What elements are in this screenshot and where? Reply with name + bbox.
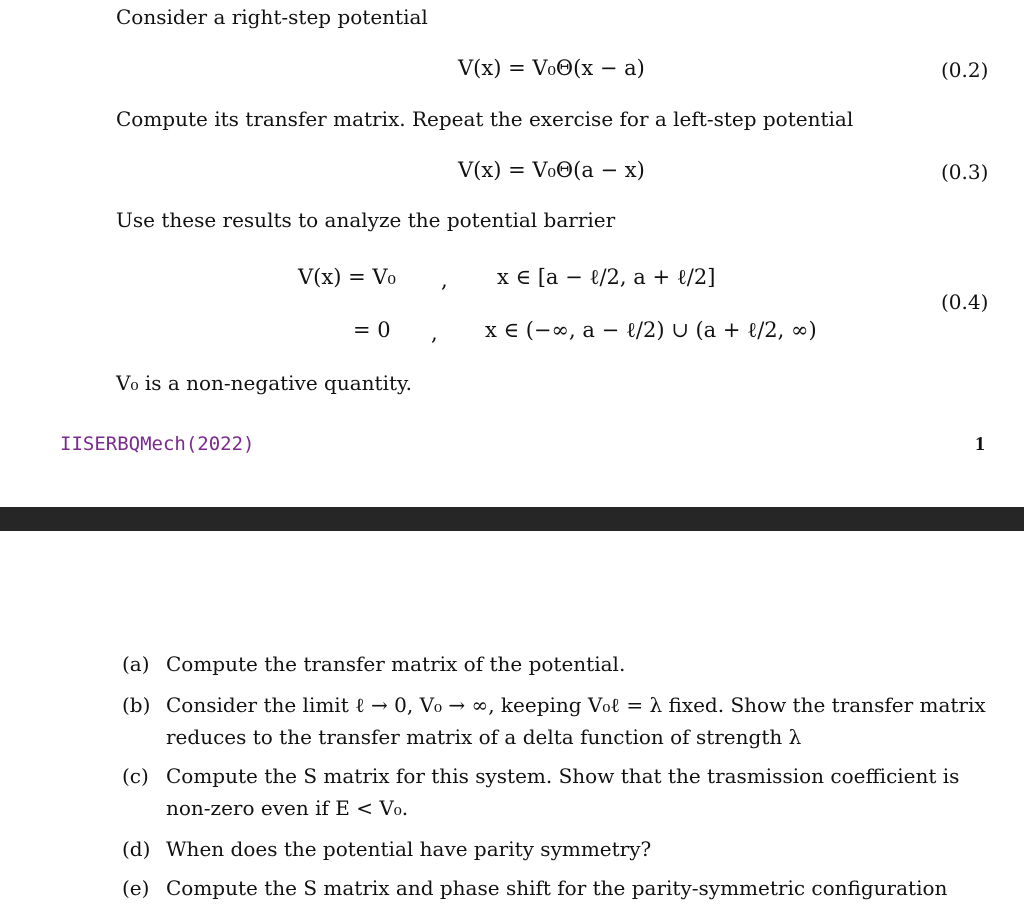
list-item-label: (b) [122, 693, 151, 717]
equation-0-4-line1-lhs: V(x) = V₀ [298, 265, 396, 289]
list-item-label: (d) [122, 837, 151, 861]
list-item-text: Compute the transfer matrix of the potential. [166, 652, 626, 676]
equation-number-0-4: (0.4) [941, 290, 989, 314]
list-item-text: Consider the limit ℓ → 0, V₀ → ∞, keeping V₀ℓ = λ fixed. Show the transfer matrix reduces to the transfer matrix of a delta function of strength λ [166, 693, 986, 749]
equation-0-3: V(x) = V₀Θ(a − x) [458, 158, 645, 182]
equation-number-0-2: (0.2) [941, 58, 989, 82]
equation-0-4-line2-rhs: x ∈ (−∞, a − ℓ/2) ∪ (a + ℓ/2, ∞) [485, 318, 817, 342]
list-item-c [122, 760, 996, 824]
list-item-a [122, 648, 996, 680]
list-item-label: (a) [122, 652, 150, 676]
page-separator [0, 507, 1024, 531]
page-number: 1 [975, 433, 985, 455]
list-item-text: Compute the S matrix for this system. Show that the trasmission coefficient is non-zero even if E < V₀. [166, 764, 960, 820]
equation-0-2: V(x) = V₀Θ(x − a) [458, 56, 645, 80]
equation-0-4-line1-sep: , [441, 268, 448, 292]
equation-0-4-line2-sep: , [431, 321, 438, 345]
equation-number-0-3: (0.3) [941, 160, 989, 184]
intro-left-step: Compute its transfer matrix. Repeat the exercise for a left-step potential [116, 107, 854, 131]
list-item-label: (e) [122, 876, 150, 900]
list-item-label: (c) [122, 764, 149, 788]
footer-source: IISERBQMech(2022) [60, 433, 255, 455]
list-item-b [122, 689, 996, 753]
list-item-text: Compute the S matrix and phase shift for the parity-symmetric configuration [166, 876, 948, 900]
note-v0-nonnegative: V₀ is a non-negative quantity. [116, 371, 413, 395]
equation-0-4-line2-lhs: = 0 [353, 318, 391, 342]
list-item-e [122, 872, 996, 904]
list-item-d [122, 833, 996, 865]
list-item-text: When does the potential have parity symmetry? [166, 837, 652, 861]
intro-right-step: Consider a right-step potential [116, 5, 428, 29]
intro-barrier: Use these results to analyze the potential barrier [116, 208, 616, 232]
equation-0-4-line1-rhs: x ∈ [a − ℓ/2, a + ℓ/2] [497, 265, 716, 289]
